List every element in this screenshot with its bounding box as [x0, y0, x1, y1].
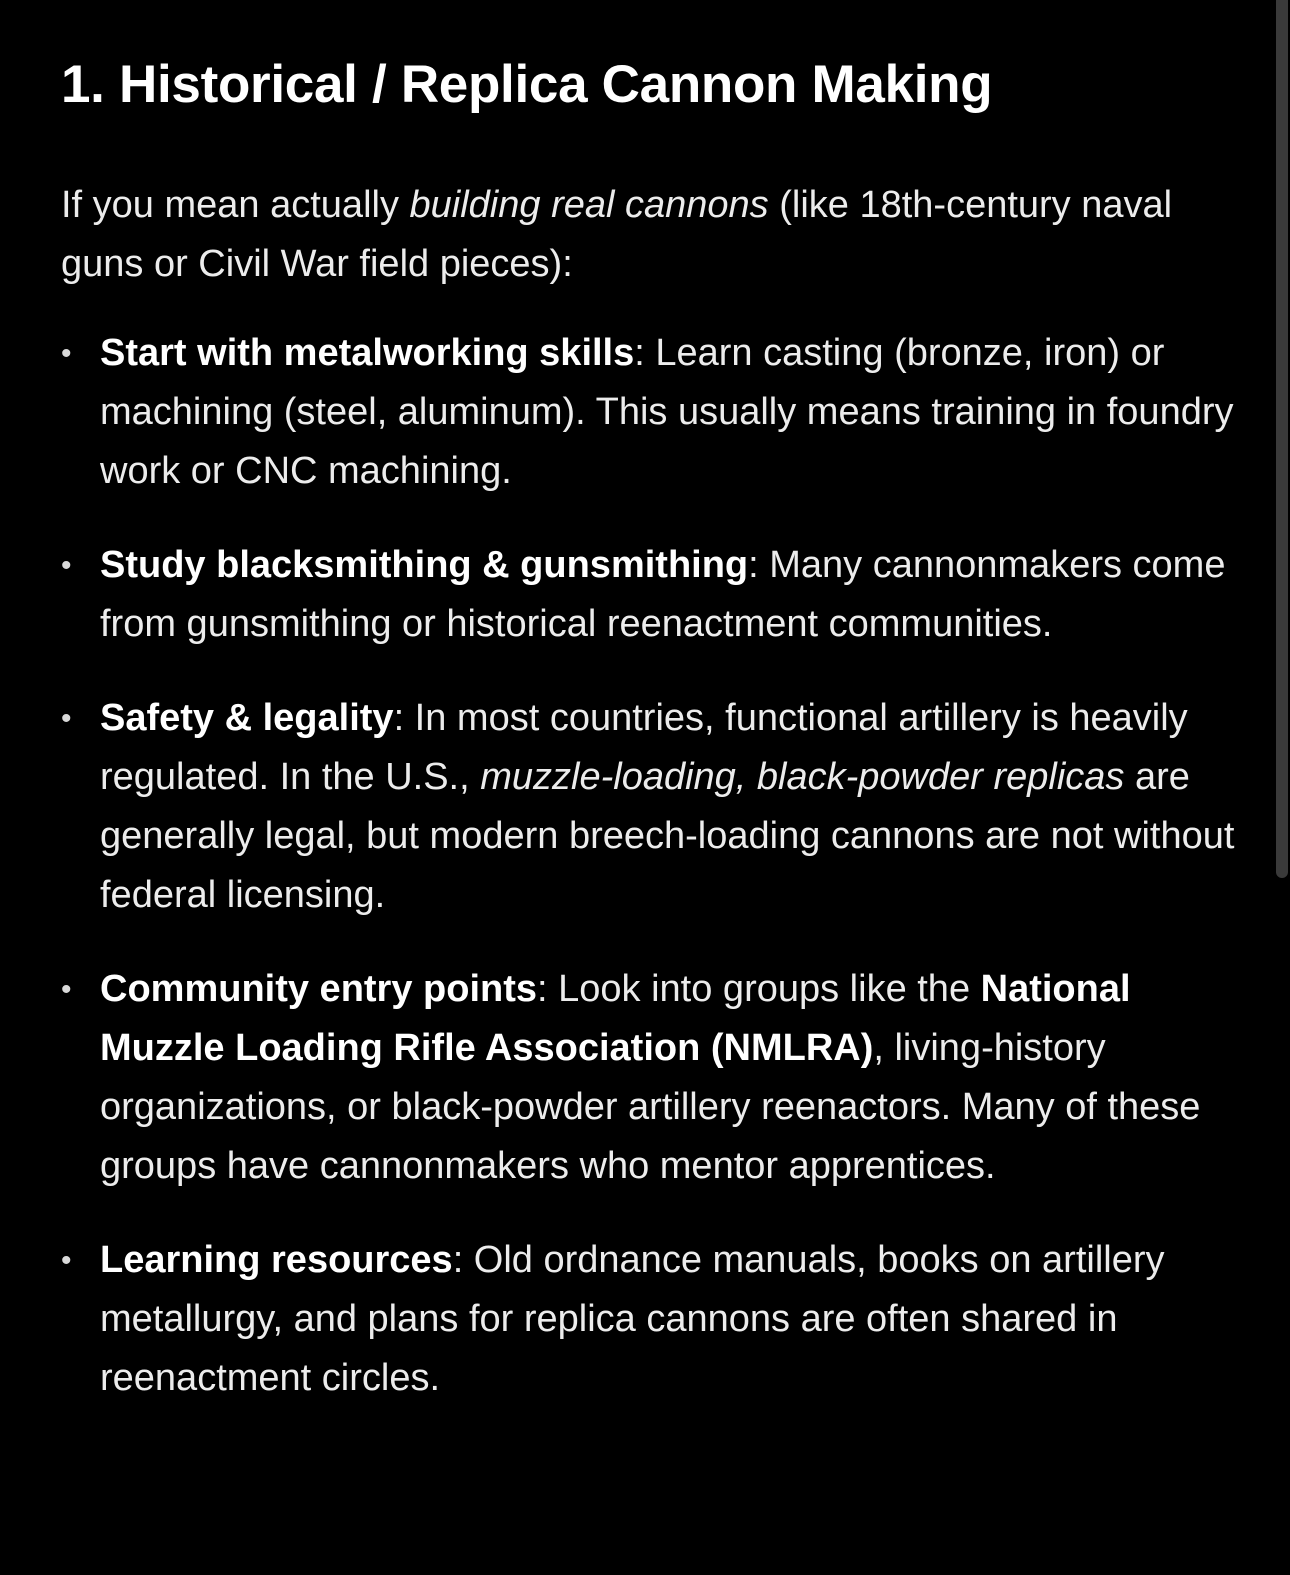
list-item-text: , living-history organizations, or black-powder artillery reenactors. Many of these groups have cannonmakers who mentor apprentices.: [100, 1027, 1201, 1187]
list-item-metalworking: [61, 324, 1236, 501]
list-item-title: Start with metalworking skills: [100, 332, 635, 374]
list-item-text: : In most countries, functional artillery is heavily regulated. In the U.S.,: [100, 697, 1188, 798]
list-item-emphasis: muzzle-loading, black-powder replicas: [480, 756, 1125, 798]
bullet-icon: •: [61, 337, 72, 370]
list-item-title: Study blacksmithing & gunsmithing: [100, 544, 749, 586]
list-item-title: Safety & legality: [100, 697, 394, 739]
organization-name: National Muzzle Loading Rifle Association (NMLRA): [100, 968, 1131, 1069]
bullet-icon: •: [61, 1244, 72, 1277]
bullet-icon: •: [61, 973, 72, 1006]
bullet-icon: •: [61, 702, 72, 735]
intro-text-start: If you mean actually: [61, 184, 410, 226]
message-content: [61, 48, 1236, 1443]
section-heading: 1. Historical / Replica Cannon Making: [61, 55, 993, 114]
intro-emphasis: building real cannons: [409, 184, 769, 226]
list-item-title: Learning resources: [100, 1239, 453, 1281]
list-item-text: : Look into groups like the: [537, 968, 981, 1010]
list-item-community: [61, 960, 1236, 1196]
list-item-blacksmithing: [61, 536, 1236, 654]
list-item-text: : Old ordnance manuals, books on artillery metallurgy, and plans for replica cannons are often shared in reenactment circles.: [100, 1239, 1165, 1399]
list-item-resources: [61, 1231, 1236, 1408]
intro-text-end: (like 18th-century naval guns or Civil War field pieces):: [61, 184, 1173, 285]
scrollbar-thumb[interactable]: [1276, 0, 1288, 878]
list-item-text: : Many cannonmakers come from gunsmithing or historical reenactment communities.: [100, 544, 1226, 645]
list-item-safety: [61, 689, 1236, 925]
bullet-list: [61, 324, 1236, 1408]
bullet-icon: •: [61, 549, 72, 582]
intro-paragraph: [61, 176, 1236, 294]
list-item-text: : Learn casting (bronze, iron) or machining (steel, aluminum). This usually means training in foundry work or CNC machining.: [100, 332, 1234, 492]
list-item-text: are generally legal, but modern breech-loading cannons are not without federal licensing.: [100, 756, 1235, 916]
list-item-title: Community entry points: [100, 968, 538, 1010]
